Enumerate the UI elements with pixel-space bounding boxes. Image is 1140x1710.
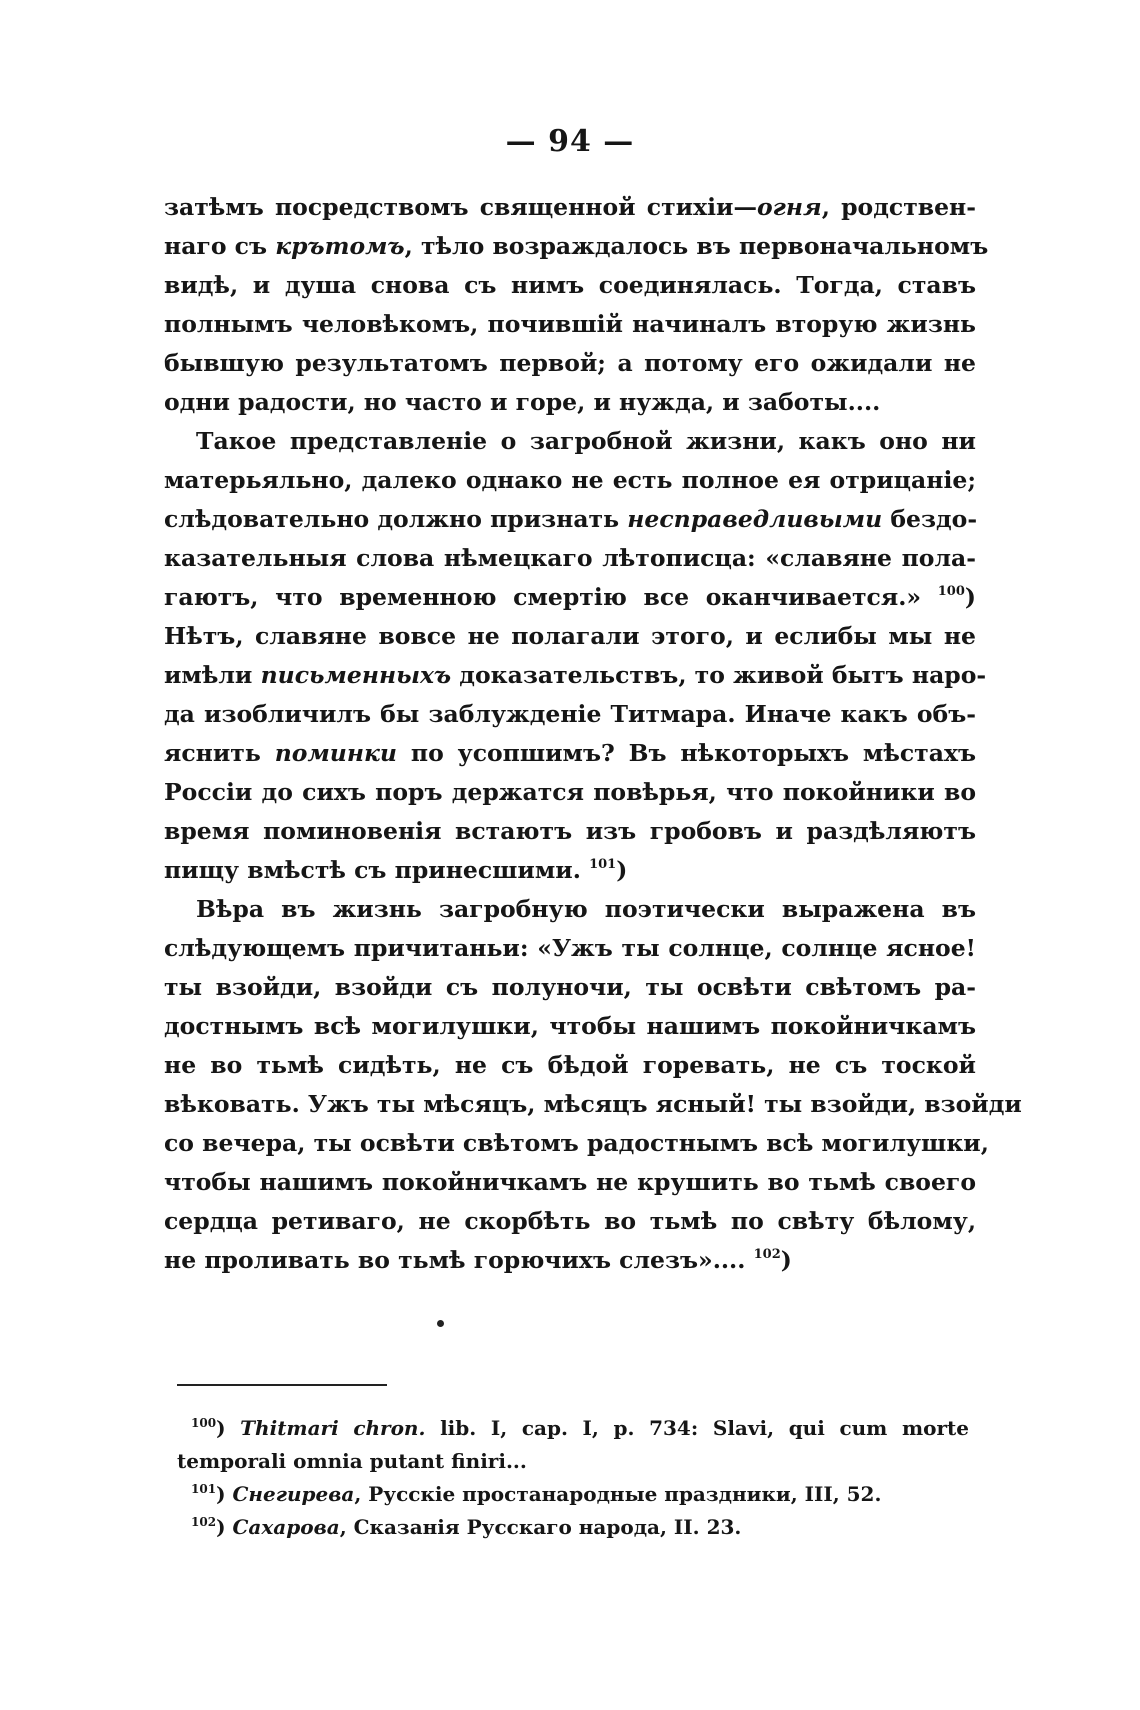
ink-dot [437,1320,444,1327]
text-line [164,1007,976,1046]
text-run: пищу вмѣстѣ съ принесшими. [164,856,590,884]
italic-text: письменныхъ [260,661,452,689]
text-line [164,1085,1022,1124]
text-line [164,305,976,344]
text-run: Вѣра въ жизнь загробную поэтически выражена въ [196,895,976,923]
text-line [164,1046,976,1085]
text-line [164,890,976,929]
text-run: по усопшимъ? Въ нѣкоторыхъ мѣстахъ [397,739,976,767]
body-text [164,188,1022,1280]
text-run: слѣдовательно должно признать [164,505,628,533]
text-run: со вечера, ты освѣти свѣтомъ радостнымъ всѣ могилушки, [164,1129,989,1157]
footnote-rule [177,1384,387,1386]
page-number: — 94 — [505,124,635,159]
text-run: да изобличилъ бы заблужденіе Титмара. Иначе какъ объ- [164,700,976,728]
italic-text: огня [756,193,822,221]
text-run: бывшую результатомъ первой; а потому его ожидали не [164,349,976,377]
text-run: матерьяльно, далеко однако не есть полное ея отрицаніе; [164,466,976,494]
text-line [164,266,976,305]
text-run: вѣковать. Ужъ ты мѣсяцъ, мѣсяцъ ясный! ты взойди, взойди [164,1090,1022,1118]
text-line [164,578,976,617]
footnotes [177,1412,969,1544]
text-line [164,1163,976,1202]
italic-text: Thitmari chron. [240,1416,426,1440]
text-line [164,695,976,734]
footnote-reference: 101 [589,857,617,872]
footnote-line [177,1511,969,1544]
text-run: гаютъ, что временною смертію все оканчивается.» [164,583,938,611]
text-run: бездо- [882,505,978,533]
text-run: время поминовенія встаютъ изъ гробовъ и раздѣляютъ [164,817,976,845]
text-run: Такое представленіе о загробной жизни, какъ оно ни [196,427,976,455]
text-run: полнымъ человѣкомъ, почившій начиналъ вторую жизнь [164,310,976,338]
text-line [164,539,976,578]
text-run: не проливать во тьмѣ горючихъ слезъ».... [164,1246,754,1274]
text-run: казательныя слова нѣмецкаго лѣтописца: «славяне пола- [164,544,976,572]
text-line [164,812,976,851]
text-line [164,500,976,539]
text-run: доказательствъ, то живой бытъ наро- [451,661,987,689]
footnote-line [177,1478,969,1511]
text-run: яснить [164,739,275,767]
text-run: temporali omnia putant finiri... [177,1449,527,1473]
italic-text: поминки [274,739,398,767]
text-run: , Русскіе простанародные праздники, III, 52. [354,1482,882,1506]
text-line [164,461,976,500]
footnote-reference: 100 [191,1416,217,1430]
footnote-reference: 101 [191,1482,217,1496]
text-run: чтобы нашимъ покойничкамъ не крушить во тьмѣ своего [164,1168,976,1196]
text-line [164,734,976,773]
text-line [164,851,976,890]
footnote-reference: 102 [191,1515,217,1529]
italic-text: Сахарова [232,1515,340,1539]
text-line [164,227,989,266]
text-line [164,188,976,227]
text-run: сердца ретиваго, не скорбѣть во тьмѣ по свѣту бѣлому, [164,1207,976,1235]
text-run: ) [216,1416,241,1440]
text-run: ) [780,1246,792,1274]
text-line [164,773,976,812]
text-run: затѣмъ посредствомъ священной стихіи— [164,193,757,221]
text-line [164,656,987,695]
footnote-line [177,1445,969,1478]
footnote-line [177,1412,969,1445]
text-run: ) [616,856,628,884]
text-run: , тѣло возраждалось въ первоначальномъ [404,232,989,260]
text-run: видѣ, и душа снова съ нимъ соединялась. Тогда, ставъ [164,271,976,299]
text-run: слѣдующемъ причитаньи: «Ужъ ты солнце, солнце ясное! [164,934,976,962]
text-run: Россіи до сихъ поръ держатся повѣрья, что покойники во [164,778,976,806]
text-line [164,1241,976,1280]
text-line [164,617,976,656]
italic-text: Снегирева [232,1482,355,1506]
text-run: не во тьмѣ сидѣть, не съ бѣдой горевать, не съ тоской [164,1051,976,1079]
italic-text: крътомъ [275,232,405,260]
text-run: наго съ [164,232,276,260]
text-run: lib. I, cap. I, p. 734: Slavi, qui cum morte [425,1416,969,1440]
text-run: ) [964,583,976,611]
text-line [164,383,976,422]
text-line [164,422,976,461]
footnote-reference: 102 [753,1247,781,1262]
text-run: ) [216,1515,233,1539]
text-run: , Сказанія Русскаго народа, II. 23. [339,1515,742,1539]
text-line [164,344,976,383]
text-line [164,929,976,968]
text-run: Нѣтъ, славяне вовсе не полагали этого, и еслибы мы не [164,622,976,650]
text-run: , родствен- [821,193,976,221]
text-run: одни радости, но часто и горе, и нужда, и заботы.... [164,388,881,416]
text-run: ты взойди, взойди съ полуночи, ты освѣти свѣтомъ ра- [164,973,976,1001]
text-run: ) [216,1482,233,1506]
text-line [164,1202,976,1241]
text-line [164,968,976,1007]
text-run: имѣли [164,661,261,689]
footnote-reference: 100 [937,584,965,599]
italic-text: несправедливыми [627,505,883,533]
text-run: достнымъ всѣ могилушки, чтобы нашимъ покойничкамъ [164,1012,976,1040]
text-line [164,1124,989,1163]
